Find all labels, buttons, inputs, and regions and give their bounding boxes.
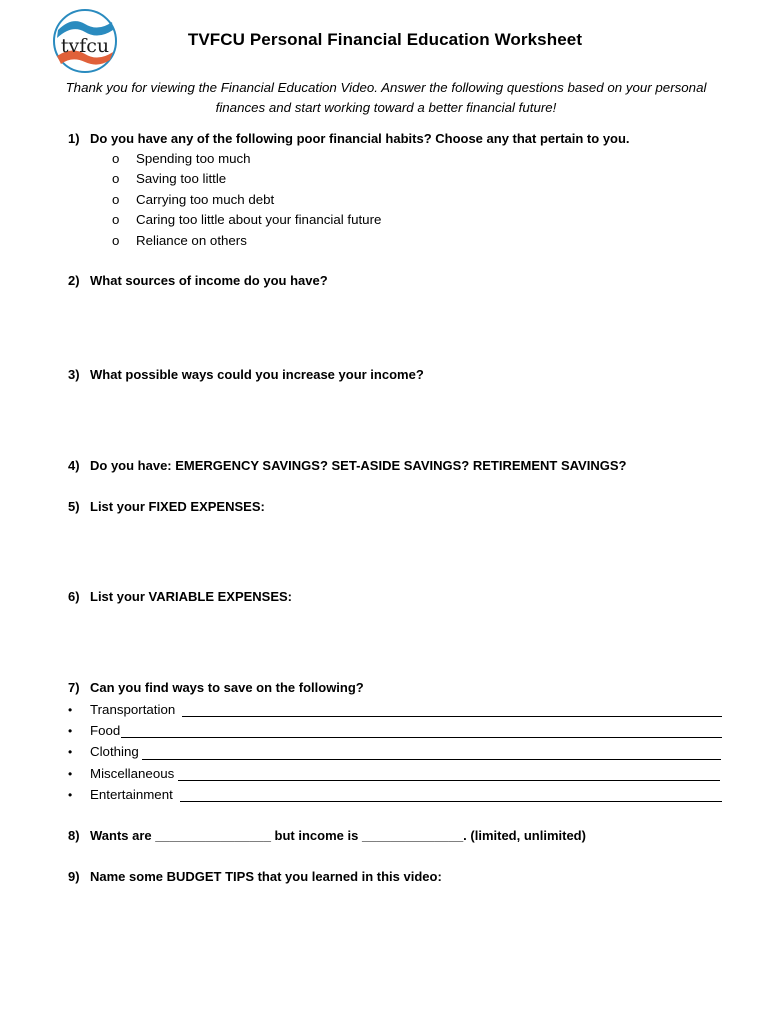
page-title: TVFCU Personal Financial Education Worksheet bbox=[187, 30, 583, 49]
savings-item-transportation: • Transportation bbox=[68, 702, 176, 717]
habit-option: o Caring too little about your financial future bbox=[112, 212, 382, 227]
question-6: 6) List your VARIABLE EXPENSES: bbox=[68, 589, 293, 604]
habit-option: o Saving too little bbox=[112, 171, 227, 186]
question-8: 8) Wants are ________________ but income is ______________. (limited, unlimited) bbox=[68, 828, 586, 843]
habit-option: o Reliance on others bbox=[112, 233, 247, 248]
question-4: 4) Do you have: EMERGENCY SAVINGS? SET-ASIDE SAVINGS? RETIREMENT SAVINGS? bbox=[68, 458, 627, 473]
tvfcu-logo bbox=[52, 8, 118, 74]
answer-line[interactable] bbox=[178, 780, 720, 781]
savings-item-miscellaneous: • Miscellaneous bbox=[68, 766, 175, 781]
question-5: 5) List your FIXED EXPENSES: bbox=[68, 499, 265, 514]
question-9: 9) Name some BUDGET TIPS that you learned in this video: bbox=[68, 869, 442, 884]
savings-item-entertainment: • Entertainment bbox=[68, 787, 173, 802]
habit-option: o Spending too much bbox=[112, 151, 251, 166]
habit-option: o Carrying too much debt bbox=[112, 192, 275, 207]
question-1: 1) Do you have any of the following poor financial habits? Choose any that pertain to you. bbox=[68, 131, 630, 146]
answer-line[interactable] bbox=[142, 759, 721, 760]
question-7: 7) Can you find ways to save on the following? bbox=[68, 680, 364, 695]
savings-item-food: • Food bbox=[68, 723, 121, 738]
answer-line[interactable] bbox=[182, 716, 722, 717]
logo-text: tvfcu bbox=[60, 35, 110, 57]
answer-line[interactable] bbox=[121, 737, 722, 738]
intro-text: Thank you for viewing the Financial Education Video. Answer the following questions based on your personal finances and start working toward a better financial future! bbox=[65, 80, 707, 115]
answer-line[interactable] bbox=[180, 801, 722, 802]
question-3: 3) What possible ways could you increase your income? bbox=[68, 367, 424, 382]
savings-item-clothing: • Clothing bbox=[68, 744, 139, 759]
question-2: 2) What sources of income do you have? bbox=[68, 273, 328, 288]
